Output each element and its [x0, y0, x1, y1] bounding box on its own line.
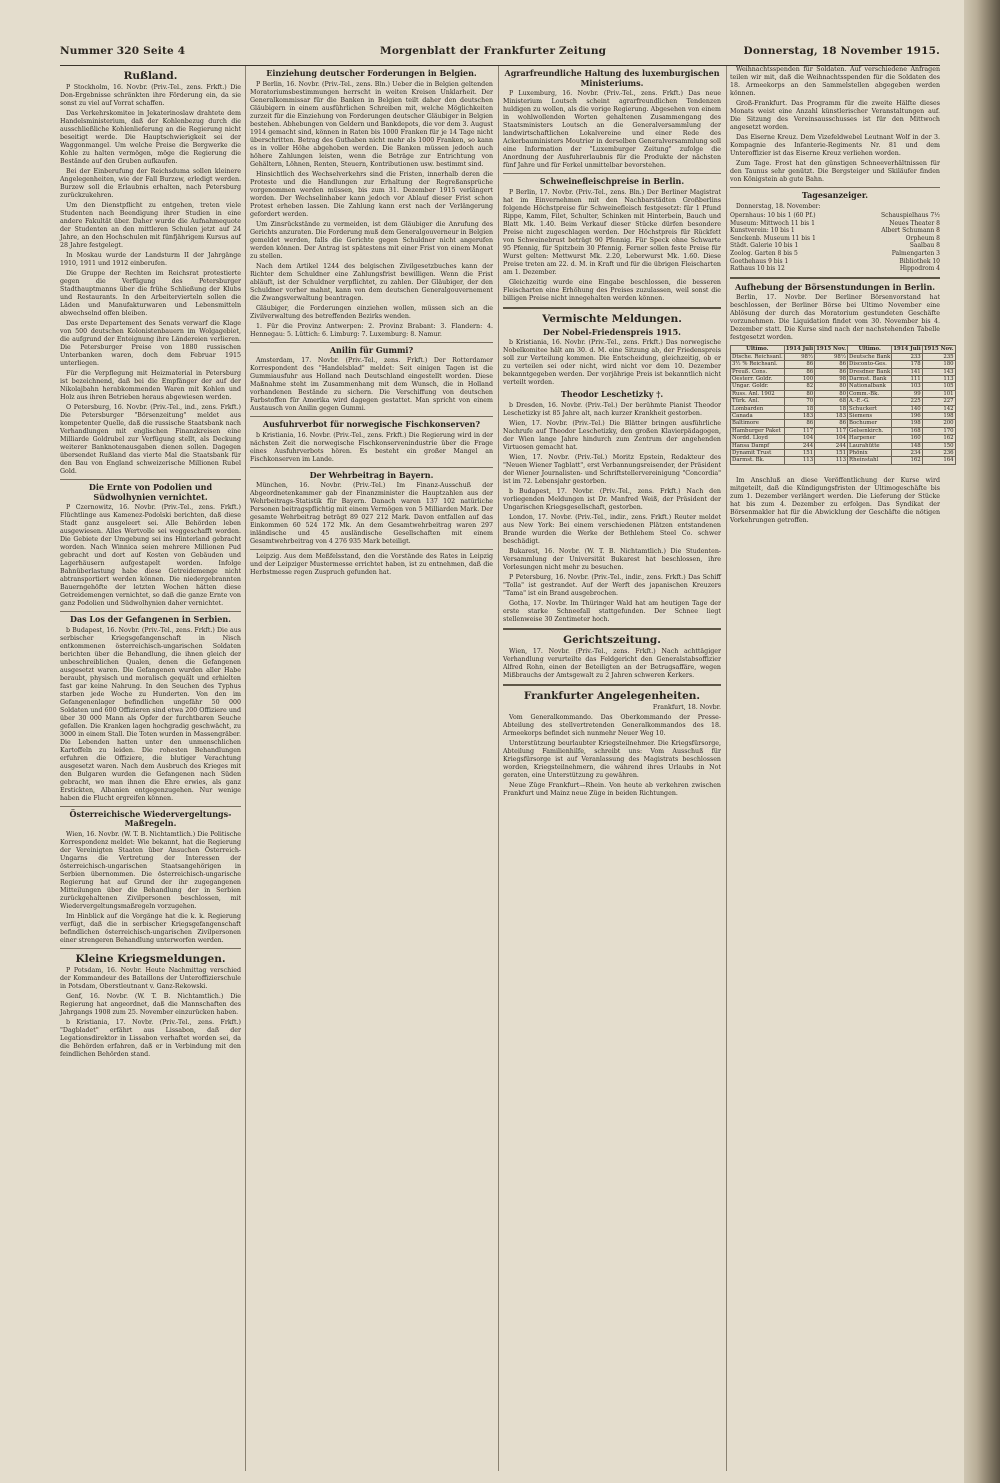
article-paragraph: Die Gruppe der Rechten im Reichsrat protestierte gegen die Verfügung des Petersburger Stadthauptmanns über die frühe Schließung der Klubs und Restaurants. In den Arbeitervierteln sollen die Läden und Manufakturwaren und Lebensmitteln abwechselnd offen bleiben.: [60, 270, 241, 317]
table-cell: 234: [892, 450, 922, 457]
table-cell: 104: [784, 435, 814, 442]
article-paragraph: b Budapest, 16. Novbr. (Priv.-Tel., zens. Frkft.) Die aus serbischer Kriegsgefangenschaft in Nisch entkommenen österreichisch-ungarischen Soldaten berichten über die Behandlung, die ihnen gleich der unbeschreiblichen Qualen, denen die Gefangenen ausgesetzt waren. Die Gefangenen wurden aller Habe beraubt, physisch und moralisch gequält und erhielten fast gar keine Nahrung. In den Seuchen des Typhus starben jede Woche zu Hunderten. Von den im Gefangenenlager befindlichen ungefähr 50 000 Soldaten und 600 Offizieren sind etwa 200 Offiziere und über 30 000 Mann als Opfer der furchtbaren Seuche gefallen. Die Kranken lagen hochgradig geschwächt, zu 3000 in einem Stall. Die Toten wurden in Massengräber. Die Lebenden hatten unter den unmenschlichen Kartoffeln zu leiden. Die rohesten Behandlungen erfuhren die Offiziere, die blutiger Verachtung ausgesetzt waren. Nach dem Ausbruch des Krieges mit den Bulgaren wurden die Gefangenen nach Süden gebracht, wo man ihnen die Ehre erwies, als ganz Erstickten, Albanien entgegenzugehen. Nur wenige haben die Flucht ergreifen können.: [60, 626, 241, 802]
dateline: Frankfurt, 18. Novbr.: [652, 703, 721, 711]
calendar-entry: Städt. Galerie 10 bis 1: [730, 242, 799, 250]
table-cell: 164: [922, 457, 955, 464]
table-cell: Nordd. Lloyd: [731, 435, 785, 442]
article-paragraph: Hinsichtlich des Wechselverkehrs sind die Fristen, innerhalb deren die Proteste und die Handlungen zur Erhaltung der Regreßansprüche vorgenommen werden müssen, bis zum 31. Dezember 1915 verlängert worden. Der Wechselinhaber kann jedoch vor Ablauf dieser Frist schon Protest erheben lassen. Die Zahlung kann erst nach der Verlängerung gefordert werden.: [250, 170, 493, 218]
section-divider: [60, 479, 241, 480]
section-divider: [250, 342, 493, 343]
section-divider: [60, 611, 241, 612]
table-cell: 113: [922, 375, 955, 382]
calendar-entry: Palmengarten 3: [891, 250, 940, 258]
article-paragraph: Für die Verpflegung mit Heizmaterial in Petersburg ist bezeichnend, daß bei die Empfänger der auf der Nikolajbahn herabkommenden Waren mit Kohlen und Holz aus ihren Betrieben heraus abgewiesen werden.: [60, 370, 241, 401]
table-cell: 86: [815, 368, 848, 375]
table-cell: 82: [784, 383, 814, 390]
table-cell: 117: [784, 427, 814, 434]
article-paragraph: Bei der Einberufung der Reichsduma sollen kleinere Angelegenheiten, wie der Fall Burzew, erledigt werden. Burzew soll die Erlaubnis erhalten, nach Petersburg zurückzukehren.: [60, 168, 241, 199]
headline-anilin-gummi: Anilin für Gummi?: [329, 344, 414, 355]
table-cell: 178: [892, 361, 922, 368]
headline-frankfurter: Frankfurter Angelegenheiten.: [523, 689, 701, 702]
calendar-entry: Opernhaus: 10 bis 1 (60 Pf.): [730, 212, 816, 220]
table-cell: Darmst. Bank: [848, 375, 892, 382]
table-cell: 3½ % Reichsanl.: [731, 361, 785, 368]
table-cell: Canada: [731, 413, 785, 420]
article-paragraph: b Kristiania, 16. Novbr. (Priv.-Tel., zens. Frkft.) Das norwegische Nobelkomitee hält am 30. d. M. eine Sitzung ab, der Friedenspreis soll zur Verteilung kommen. Die Entscheidung, gleichzeitig, ob er zu verteilen sei oder nicht, wird nicht vor dem 10. Dezember bekanntgegeben werden. Der vorjährige Preis ist bekanntlich nicht verteilt worden.: [503, 339, 721, 386]
article-paragraph: b Kristiania, 16. Novbr. (Priv.-Tel., zens. Frkft.) Die Regierung wird in der nächsten Zeit die norwegische Fischkonservenindustrie über die Frage eines Ausfuhrverbots hören. Es besteht ein großer Mangel an Fischkonserven im Lande.: [250, 431, 493, 463]
table-row: [731, 435, 956, 442]
section-divider: [503, 307, 721, 309]
headline-vermischte: Vermischte Meldungen.: [542, 312, 682, 325]
subheadline-leschetizky: Theodor Leschetizky †.: [560, 389, 664, 399]
article-paragraph: b Kristiania, 17. Novbr. (Priv.-Tel., zens. Frkft.) "Dagbladet" erfährt aus Lissabon, daß der Legationsdirektor in Lissabon verhaftet worden sei, da die Behörden erfahren, daß er in Verbindung mit den feindlichen Behörden stand.: [60, 1018, 241, 1058]
calendar-entry: Goethehaus 9 bis 1: [730, 257, 789, 265]
section-divider: [250, 416, 493, 417]
section-divider: [60, 948, 241, 949]
table-row: [731, 405, 956, 412]
calendar-entry: Saalbau 8: [909, 242, 940, 250]
table-cell: Baltimore: [731, 420, 785, 427]
headline-kriegsmeldungen: Kleine Kriegsmeldungen.: [75, 952, 226, 965]
article-paragraph: Amsterdam, 17. Novbr. (Priv.-Tel., zens. Frkft.) Der Rotterdamer Korrespondent des "Handelsblad" meldet: Seit einigen Tagen ist die Gummiausfuhr aus Holland nach Deutschland eingestellt worden. Diese Maßnahme steht im Zusammenhang mit dem Wunsch, die in Holland vorhandenen Bestände zu sichern. Die Verschiffung von deutschen Farbstoffen für Amerika wird dagegen gestattet. Man spricht von einem Austausch von Anilin gegen Gummi.: [250, 357, 493, 412]
table-cell: Lombarden: [731, 405, 785, 412]
table-cell: Dynamit Trust: [731, 450, 785, 457]
table-row: [731, 383, 956, 390]
table-cell: Siemens: [848, 413, 892, 420]
stock-table-body: [731, 353, 956, 464]
article-paragraph: Wien, 17. Novbr. (Priv.-Tel.) Die Blätter bringen ausführliche Nachrufe auf Theodor Leschetizky, den großen Klavierpädagogen, der Wien lange Jahre hindurch zum Zentrum der angehenden Virtuosen gemacht hat.: [503, 419, 721, 451]
event-calendar: [730, 203, 940, 273]
table-cell: 151: [815, 450, 848, 457]
headline-boersenstundungen: Aufhebung der Börsenstundungen in Berlin.: [734, 281, 936, 292]
article-paragraph: Wien, 16. Novbr. (W. T. B. Nichtamtlich.) Die Politische Korrespondenz meldet: Wie bekannt, hat die Regierung der Vereinigten Staaten über Ansuchen Österreich-Ungarns die Vertretung der Interessen der österreichisch-ungarischen Staatsangehörigen in Serbien übernommen. Die österreichisch-ungarische Regierung hat auf Grund der ihr zugegangenen Mitteilungen über die Behandlung der in Serbien zurückgehaltenen Zivilpersonen beschlossen, mit Wiedervergeltungsmaßregeln vorzugehen.: [60, 830, 241, 910]
table-cell: 141: [892, 368, 922, 375]
table-row: [731, 442, 956, 449]
section-divider: [503, 684, 721, 686]
table-cell: Schuckert: [848, 405, 892, 412]
table-cell: Türk. Anl.: [731, 398, 785, 405]
column-rule: [245, 66, 246, 1471]
calendar-rows: [730, 212, 940, 273]
table-cell: Preuß. Cons.: [731, 368, 785, 375]
table-cell: 225: [892, 398, 922, 405]
article-paragraph: Im Anschluß an diese Veröffentlichung der Kurse wird mitgeteilt, daß die Kündigungsfristen der Ultimogeschäfte bis zum 1. Dezember verlängert werden. Die Lieferung der Stücke hat bis zum 4. Dezember zu erfolgen. Das Syndikat der Börsenmakler hat für die Abwicklung der Geschäfte die nötigen Vorkehrungen getroffen.: [730, 477, 940, 525]
column-2: [250, 66, 493, 1471]
table-row: [731, 353, 956, 360]
table-cell: 68: [815, 398, 848, 405]
article-paragraph: Groß-Frankfurt. Das Programm für die zweite Hälfte dieses Monats weist eine Anzahl künstlerischer Veranstaltungen auf. Die Sitzung des Vereinsausschusses ist für den Mittwoch angesetzt worden.: [730, 100, 940, 131]
table-cell: 196: [892, 413, 922, 420]
article-paragraph: Vom Generalkommando. Das Oberkommando der Presse-Abteilung des stellvertretenden Generalkommandos des 18. Armeekorps befindet sich nunmehr Neuer Weg 10.: [503, 713, 721, 737]
article-paragraph: P Stockholm, 16. Novbr. (Priv.-Tel., zens. Frkft.) Die Don-Ergebnisse schränkten ihre Förderung ein, da sie sonst zu viel auf Vorrat schaffen.: [60, 84, 241, 107]
headline-ernte: Die Ernte von Podolien und Südwolhynien vernichtet.: [88, 482, 213, 502]
article-paragraph: Gleichzeitig wurde eine Eingabe beschlossen, die besseren Fleischarten eine Erhöhung des Preises zuzulassen, weil sonst die billigen Preise nicht innegehalten werden können.: [503, 278, 721, 302]
table-cell: Gelsenkirch.: [848, 427, 892, 434]
table-cell: 101: [922, 390, 955, 397]
article-paragraph: Neue Züge Frankfurt—Rhein. Von heute ab verkehren zwischen Frankfurt und Mainz neue Züge in beiden Richtungen.: [503, 781, 721, 797]
article-paragraph: P Berlin, 17. Novbr. (Priv.-Tel., zens. Bln.) Der Berliner Magistrat hat im Einvernehmen mit den Nachbarstädten Großberlins folgende Höchstpreise für Schweinefleisch festgesetzt: für 1 Pfund Rippe, Kamm, Filet, Schulter, Schinken mit Hinterbein, Bauch und Blatt Mk. 1.40. Beim Verkauf dieser Stücke dürfen besondere Preise nicht zugeschlagen werden. Der Höchstpreis für Rückfett von Schweinebrust beträgt 90 Pfennig. Für Speck ohne Schwarte 95 Pfennig, für Spitzbein 30 Pfennig. Ferner sollen feste Preise für Wurst gelten: Mettwurst Mk. 2.20, Leberwurst Mk. 1.60. Diese Preise treten am 22. d. M. in Kraft und für die übrigen Fleischarten am 1. Dezember.: [503, 188, 721, 276]
table-header-cell: Ultimo.: [731, 346, 785, 353]
table-cell: 99: [892, 390, 922, 397]
calendar-row: [730, 242, 940, 250]
table-row: [731, 368, 956, 375]
article-paragraph: Im Hinblick auf die Vorgänge hat die k. k. Regierung verfügt, daß die in serbischer Kriegsgefangenschaft befindlichen österreichisch-ungarischen Zivilpersonen einer strengeren Behandlung unterworfen werden.: [60, 912, 241, 944]
headline-gerichtszeitung: Gerichtszeitung.: [563, 633, 661, 646]
table-cell: 143: [922, 368, 955, 375]
headline-schweinefleisch: Schweinefleischpreise in Berlin.: [539, 176, 685, 186]
article-paragraph: Nach dem Artikel 1244 des belgischen Zivilgesetzbuches kann der Richter dem Schuldner eine Zahlungsfrist bewilligen. Wenn die Frist abläuft, ist der Schuldner verpflichtet, zu zahlen. Der Gläubiger, der den Schuldner vorher mahnt, kann von dem deutschen Generalgouvernement die Zwangsverwaltung beantragen.: [250, 262, 493, 302]
table-cell: 80: [815, 390, 848, 397]
article-paragraph: Das Eiserne Kreuz. Dem Vizefeldwebel Leutnant Wolf in der 3. Kompagnie des Infanterie-Regiments Nr. 81 und dem Unteroffizier ist das Eiserne Kreuz verliehen worden.: [730, 134, 940, 157]
table-cell: 236: [922, 450, 955, 457]
article-paragraph: P Potsdam, 16. Novbr. Heute Nachmittag verschied der Kommandeur des Bataillons der Unteroffizierschule in Potsdam, Oberstleutnant v. Ganz-Rekowski.: [60, 966, 241, 990]
article-paragraph: P Berlin, 16. Novbr. (Priv.-Tel., zens. Bln.) Ueber die in Belgien geltenden Moratoriumsbestimmungen herrscht in weiten Kreisen Unklarheit. Der Generalkommissar für die Banken in Belgien teilt daher den deutschen Gläubigern in einem ausführlichen Schreiben mit, welche Möglichkeiten zurzeit für die Einziehung von Forderungen deutscher Gläubiger in Belgien bestehen. Abhebungen von Geldern und Bankdepots, die vor dem 3. August 1914 gemacht sind, können in Raten bis 1000 Franken für je 14 Tage nicht überschritten. Betrag des Guthaben nicht mehr als 1000 Franken, so kann es in voller Höhe abgehoben werden. Die Banken müssen jedoch auch höhere Zahlungen leisten, wenn die Beträge zur Entrichtung von Gehältern, Löhnen, Renten, Steuern, Kontributionen usw. bestimmt sind.: [250, 80, 493, 168]
table-cell: 244: [784, 442, 814, 449]
table-cell: 160: [892, 435, 922, 442]
column-1: [60, 66, 241, 1471]
calendar-entry: Bibliothek 10: [899, 257, 940, 265]
table-cell: 98: [815, 375, 848, 382]
column-3: [503, 66, 721, 1471]
calendar-date: Donnerstag, 18. November:: [736, 202, 821, 210]
article-paragraph: Leipzig. Aus dem Meßfelsstand, den die Vorstände des Rates in Leipzig und der Leipziger Mustermesse errichtet haben, ist zu entnehmen, daß die Herbstmesse regen Zuspruch gefunden hat.: [250, 553, 493, 576]
article-paragraph: Um Zinsrückstände zu vermeiden, ist dem Gläubiger die Anrufung des Gerichts anzuraten. Die Forderung muß dem Generalgouverneur in Belgien gemeldet werden, falls die Gerichte gegen Schuldner nicht angerufen werden können. Der Antrag ist spätestens mit einer Frist von einem Monat zu stellen.: [250, 220, 493, 260]
table-cell: Comm.-Bk.: [848, 390, 892, 397]
column-rule: [498, 66, 499, 1471]
table-cell: Phönix: [848, 450, 892, 457]
article-paragraph: P Czernowitz, 16. Novbr. (Priv.-Tel., zens. Frkft.) Flüchtlinge aus Kamenez-Podolski berichten, daß diese Stadt ganz ausgeleert sei. Alle Behörden leben ausgewiesen. Alles Wertvolle sei weggeschafft worden. Die Gebiete der Umgebung sei ins Hinterland gebracht worden. Nach Winnica seien mehrere Millionen Pud gebracht und dort auf Kosten von Gebäuden und Lagerhäusern aufgestapelt worden. Infolge Bahnüberlastung habe diese Getreidemenge nicht abtransportiert werden können. Die niedergebrannten Bauerngehöfte der letzten Wochen hätten diese Getreidemengen vernichtet, so daß die ganze Ernte von ganz Podolien und Südwolhynien daher vernichtet.: [60, 504, 241, 607]
table-cell: 198: [922, 413, 955, 420]
table-row: [731, 361, 956, 368]
headline-russland: Rußland.: [123, 70, 178, 82]
article-paragraph: Zum Tage. Frost hat den günstigen Schneeverhältnissen für den Taunus sehr genützt. Die Bergsteiger und Skiläufer finden von Königstein ab gute Bahn.: [730, 160, 940, 183]
calendar-entry: Zoolog. Garten 8 bis 5: [730, 250, 798, 258]
table-cell: Laurahütte: [848, 442, 892, 449]
stock-table-wrapper: [730, 345, 954, 477]
calendar-row: [730, 235, 940, 243]
stock-table-header: [731, 346, 956, 353]
article-paragraph: Genf, 16. Novbr. (W. T. B. Nichtamtlich.) Die Regierung hat angeordnet, daß die Mannschaften des Jahrgangs 1908 zum 25. November einzurücken haben.: [60, 992, 241, 1016]
article-paragraph: Wien, 17. Novbr. (Priv.-Tel.) Moritz Epstein, Redakteur des "Neuen Wiener Tagblatt", erst Verbannungsreisender, der Präsident der Wiener Journalisten- und Schriftstellervereinigung "Concordia" ist im 72. Lebensjahr gestorben.: [503, 453, 721, 485]
calendar-entry: Kunstverein: 10 bis 1: [730, 227, 795, 235]
article-paragraph: Gotha, 17. Novbr. Im Thüringer Wald hat am heutigen Tage der erste starke Schneefall stattgefunden. Der Schnee liegt stellenweise 30 Zentimeter hoch.: [503, 599, 721, 623]
table-row: [731, 390, 956, 397]
table-cell: 117: [815, 427, 848, 434]
table-row: [731, 450, 956, 457]
table-cell: Darmst. Bk.: [731, 457, 785, 464]
table-cell: 200: [922, 420, 955, 427]
calendar-entry: Neues Theater 8: [889, 219, 940, 227]
table-header-cell: 1915 Nov.: [816, 346, 847, 353]
headline-luxemburg: Agrarfreundliche Haltung des luxemburgischen Ministeriums.: [504, 68, 720, 88]
article-paragraph: Das Verkehrskomitee in Jekaterinoslaw drahtete dem Handelsministerium, daß der Kohlenbezug durch die ausschließliche Kohlenlieferung an die Regierung nicht beseitigt werde. Die Hauptschwierigkeit sei der Waggonmangel. Um welche Preise die Bergwerke die Kohle zu halten vermögen, möge die Regierung die Bestände auf den Gruben aufkaufen.: [60, 110, 241, 165]
article-paragraph: O Petersburg, 16. Novbr. (Priv.-Tel., ind., zens. Frkft.) Die Petersburger "Börsenzeitung" meldet aus kompetenter Quelle, daß die russische Staatsbank nach Verhandlungen mit englischen Finanzkreisen eine Milliarde Goldrubel zur Verfügung stellt, als Deckung weiterer Banknotenausgaben dienen sollen. Dagegen übersendet Rußland das vierte Mal die Staatsbank für den Bau von England schweizerische Millionen Rubel Gold.: [60, 404, 241, 475]
table-cell: 162: [922, 435, 955, 442]
table-row: [731, 398, 956, 405]
table-cell: 18: [815, 405, 848, 412]
table-cell: 227: [922, 398, 955, 405]
newspaper-title: Morgenblatt der Frankfurter Zeitung: [380, 45, 607, 57]
table-cell: Hansa Dampf: [731, 442, 785, 449]
table-cell: 142: [922, 405, 955, 412]
table-header-cell: Ultimo.: [848, 346, 892, 353]
table-cell: 105: [922, 383, 955, 390]
section-divider: [503, 628, 721, 630]
calendar-row: [730, 258, 940, 266]
table-header-cell: 1915 Nov.: [923, 346, 954, 353]
subheadline-nobelpreis: Der Nobel-Friedenspreis 1915.: [543, 326, 681, 337]
table-cell: 140: [892, 405, 922, 412]
table-row: [731, 413, 956, 420]
section-divider: [730, 187, 940, 188]
table-cell: Deutsche Bank: [849, 353, 891, 360]
calendar-entry: Rathaus 10 bis 12: [730, 265, 785, 273]
table-cell: 103: [892, 383, 922, 390]
article-paragraph: Berlin, 17. Novbr. Der Berliner Börsenvorstand hat beschlossen, der Berliner Börse bei Ultimo November eine Ablösung der durch das Moratorium gestundeten Geschäfte vorzunehmen. Die Liquidation findet vom 30. November bis 4. Dezember statt. Die Kurse sind nach der nachstehenden Tabelle festgesetzt worden.: [730, 294, 940, 342]
article-paragraph: Das erste Departement des Senats verwarf die Klage von 500 deutschen Kolonistenbauern im Wolgagebiet, die aufgrund der Enteignung ihre Ländereien verlieren. Die Petersburger Preise von 1880 russischen Unterbanken waren, doch dem Februar 1915 unterliegen.: [60, 320, 241, 367]
section-divider: [730, 277, 940, 279]
book-binding-edge: [964, 0, 1000, 1483]
calendar-entry: Museum: Mittwoch 11 bis 1: [730, 219, 815, 227]
article-paragraph: Weihnachtsspenden für Soldaten. Auf verschiedene Anfragen teilen wir mit, daß die Weihnachtsspenden für die Soldaten des 18. Armeekorps an den Sammelstellen abgegeben werden können.: [730, 66, 940, 97]
table-cell: Dtsche. Reichsanl.: [732, 353, 783, 360]
table-row: [731, 375, 956, 382]
table-cell: 235: [922, 353, 955, 360]
table-cell: 86: [784, 361, 814, 368]
table-cell: 86: [784, 420, 814, 427]
table-cell: 113: [784, 457, 814, 464]
section-divider: [250, 549, 493, 550]
table-cell: Rheinstahl: [848, 457, 892, 464]
headline-tagesanzeiger: Tagesanzeiger.: [801, 190, 869, 200]
table-cell: 148: [892, 442, 922, 449]
table-cell: 80: [815, 383, 848, 390]
article-paragraph: P Luxemburg, 16. Novbr. (Priv.-Tel., zens. Frkft.) Das neue Ministerium Loutsch scheint agrarfreundlichen Tendenzen huldigen zu wollen, als die vorige Regierung. Abgesehen von einem in wohlwollenden Worten gehaltenen Zusammengang des Staatsministers Loutsch an die Generalversammlung der landwirtschaftlichen Lokalvereine und einer Rede des Ackerbauministers Moutrier in derselben Generalversammlung soll eine Information der "Luxemburger Zeitung" zufolge die Anordnung der Ausfuhrerlaubnis für die Produkte der nächsten fünf Jahre und für Ferkel unmittelbar bevorstehen.: [503, 90, 721, 169]
article-paragraph: Unterstützung beurlaubter Kriegsteilnehmer. Die Kriegsfürsorge, Abteilung Familienhilfe, schreibt uns: Vom Ausschuß für Kriegsfürsorge ist auf Veranlassung des Magistrats beschlossen worden, Kriegsteilnehmern, die während ihres Urlaubs in Not geraten, eine Unterstützung zu gewähren.: [503, 739, 721, 779]
column-4: [730, 66, 954, 1471]
table-cell: Nationalbank: [848, 383, 892, 390]
table-row: [731, 427, 956, 434]
provinces-list: 1. Für die Provinz Antwerpen: 2. Provinz Brabant: 3. Flandern: 4. Hennegau: 5. Lüttich: 6. Limburg: 7. Luxemburg: 8. Namur.: [250, 322, 493, 338]
headline-wiedervergeltung: Österreichische Wiedervergeltungs-Maßregeln.: [69, 808, 232, 828]
issue-date: Donnerstag, 18 November 1915.: [743, 45, 940, 57]
headline-wehrbeitrag: Der Wehrbeitrag in Bayern.: [309, 469, 434, 480]
table-cell: 100: [784, 375, 814, 382]
table-header-cell: 1914 Juli: [785, 346, 814, 353]
calendar-row: [730, 227, 940, 235]
article-paragraph: In Moskau wurde der Landsturm II der Jahrgänge 1910, 1911 und 1912 einberufen.: [60, 252, 241, 267]
table-cell: Oesterr. Goldr.: [731, 375, 785, 382]
table-cell: 170: [922, 427, 955, 434]
table-cell: 162: [892, 457, 922, 464]
calendar-row: [730, 220, 940, 228]
headline-fischkonserven: Ausfuhrverbot für norwegische Fischkonserven?: [262, 419, 481, 429]
table-cell: 113: [815, 457, 848, 464]
stock-price-table: [730, 345, 956, 465]
article-paragraph: Gläubiger, die Forderungen einziehen wollen, müssen sich an die Zivilverwaltung des betreffenden Bezirks wenden.: [250, 304, 493, 320]
calendar-row: [730, 265, 940, 273]
table-cell: Harpener: [848, 435, 892, 442]
table-cell: 98½: [784, 353, 814, 360]
article-paragraph: München, 16. Novbr. (Priv.-Tel.) Im Finanz-Ausschuß der Abgeordnetenkammer gab der Finanzminister die Hauptzahlen aus der Wehrbeitrags-Statistik für Bayern. Danach waren 137 102 natürliche Personen beitragspflichtig mit einem Vermögen von 5 Milliarden Mark. Der gesamte Wehrbeitrag beträgt 89 027 212 Mark. Davon entfallen auf das Einkommen 60 524 172 Mk. An dem Gesamtwehrbeitrag waren 297 inländische und 45 ausländische Gesellschaften mit einem Gesamtwehrbeitrag von 4 276 935 Mark beteiligt.: [250, 482, 493, 545]
table-cell: 198: [892, 420, 922, 427]
table-cell: Bochumer: [848, 420, 892, 427]
table-cell: 150: [922, 442, 955, 449]
section-divider: [250, 467, 493, 468]
masthead: [60, 43, 940, 66]
table-cell: 86: [784, 368, 814, 375]
article-paragraph: Wien, 17. Novbr. (Priv.-Tel., zens. Frkft.) Nach achttägiger Verhandlung verurteilte das Feldgericht den Generalstabsoffizier Alfred Rohn, einen der Beteiligten an der Betrugsaffäre, wegen Mißbrauchs der Amtsgewalt zu 2 Jahren schweren Kerkers.: [503, 647, 721, 679]
table-cell: Dresdner Bank: [849, 368, 891, 375]
issue-page-number: Nummer 320 Seite 4: [60, 45, 186, 57]
table-cell: 98½: [815, 353, 848, 360]
calendar-entry: Hippodrom 4: [899, 265, 940, 273]
table-cell: 183: [815, 413, 848, 420]
calendar-entry: Senckenb. Museum 11 bis 1: [730, 234, 816, 242]
table-cell: Ungar. Goldr.: [731, 383, 785, 390]
calendar-entry: Orpheum 8: [905, 234, 940, 242]
article-paragraph: P Petersburg, 16. Novbr. (Priv.-Tel., indir., zens. Frkft.) Das Schiff "Tolla" ist gestrandet. Auf der Werft des japanischen Kreuzers "Tama" ist ein Brand ausgebrochen.: [503, 573, 721, 597]
calendar-entry: Albert Schumann 8: [881, 227, 940, 235]
table-cell: A.-E.-G.: [848, 398, 892, 405]
table-cell: 80: [784, 390, 814, 397]
table-cell: Disconto-Ges.: [848, 361, 892, 368]
table-cell: 86: [815, 361, 848, 368]
calendar-row: [730, 212, 940, 220]
table-row: [731, 420, 956, 427]
table-cell: 151: [784, 450, 814, 457]
table-cell: 104: [815, 435, 848, 442]
table-cell: 183: [784, 413, 814, 420]
calendar-row: [730, 250, 940, 258]
article-paragraph: Bukarest, 16. Novbr. (W. T. B. Nichtamtlich.) Die Studenten-Versammlung der Universität Bukarest hat beschlossen, ihre Vorlesungen nicht mehr zu besuchen.: [503, 547, 721, 571]
headline-gefangene: Das Los der Gefangenen in Serbien.: [70, 614, 231, 624]
table-cell: 180: [922, 361, 955, 368]
headline-forderungen-belgien: Einziehung deutscher Forderungen in Belgien.: [266, 68, 477, 78]
table-cell: 111: [892, 375, 922, 382]
table-cell: 233: [892, 353, 922, 360]
table-cell: 168: [892, 427, 922, 434]
table-header-cell: 1914 Juli: [893, 346, 921, 353]
article-paragraph: b Dresden, 16. Novbr. (Priv.-Tel.) Der berühmte Pianist Theodor Leschetizky ist 85 Jahre alt, nach kurzer Krankheit gestorben.: [503, 401, 721, 417]
calendar-entry: Schauspielhaus 7½: [880, 212, 940, 220]
article-paragraph: b Budapest, 17. Novbr. (Priv.-Tel., zens. Frkft.) Nach den vorliegenden Meldungen ist Dr. Manfred Weiß, der Präsident der Ungarischen Kriegsgesellschaft, gestorben.: [503, 487, 721, 511]
column-rule: [726, 66, 727, 1471]
article-paragraph: Um den Dienstpflicht zu entgehen, treten viele Studenten nach Beendigung ihrer Studien in eine andere Fakultät über. Daher wurde die Aufnahmequote der Studenten an den mittleren Schulen jetzt auf 24 Jahre, an den Hochschulen mit fünfjährigem Kursus auf 28 Jahre festgelegt.: [60, 202, 241, 249]
section-divider: [60, 806, 241, 807]
table-cell: 86: [815, 420, 848, 427]
table-row: [731, 457, 956, 464]
section-divider: [503, 173, 721, 174]
table-cell: 244: [815, 442, 848, 449]
table-cell: Hamburger Paket: [731, 427, 785, 434]
table-cell: Russ. Anl. 1902: [731, 390, 785, 397]
table-cell: 70: [784, 398, 814, 405]
article-paragraph: London, 17. Novbr. (Priv.-Tel., indir., zens. Frkft.) Reuter meldet aus New York: Bei einem verschiedenen Plätzen entstandenen Brande wurden die Werke der Bethlehem Steel Co. schwer beschädigt.: [503, 513, 721, 545]
table-cell: 18: [784, 405, 814, 412]
